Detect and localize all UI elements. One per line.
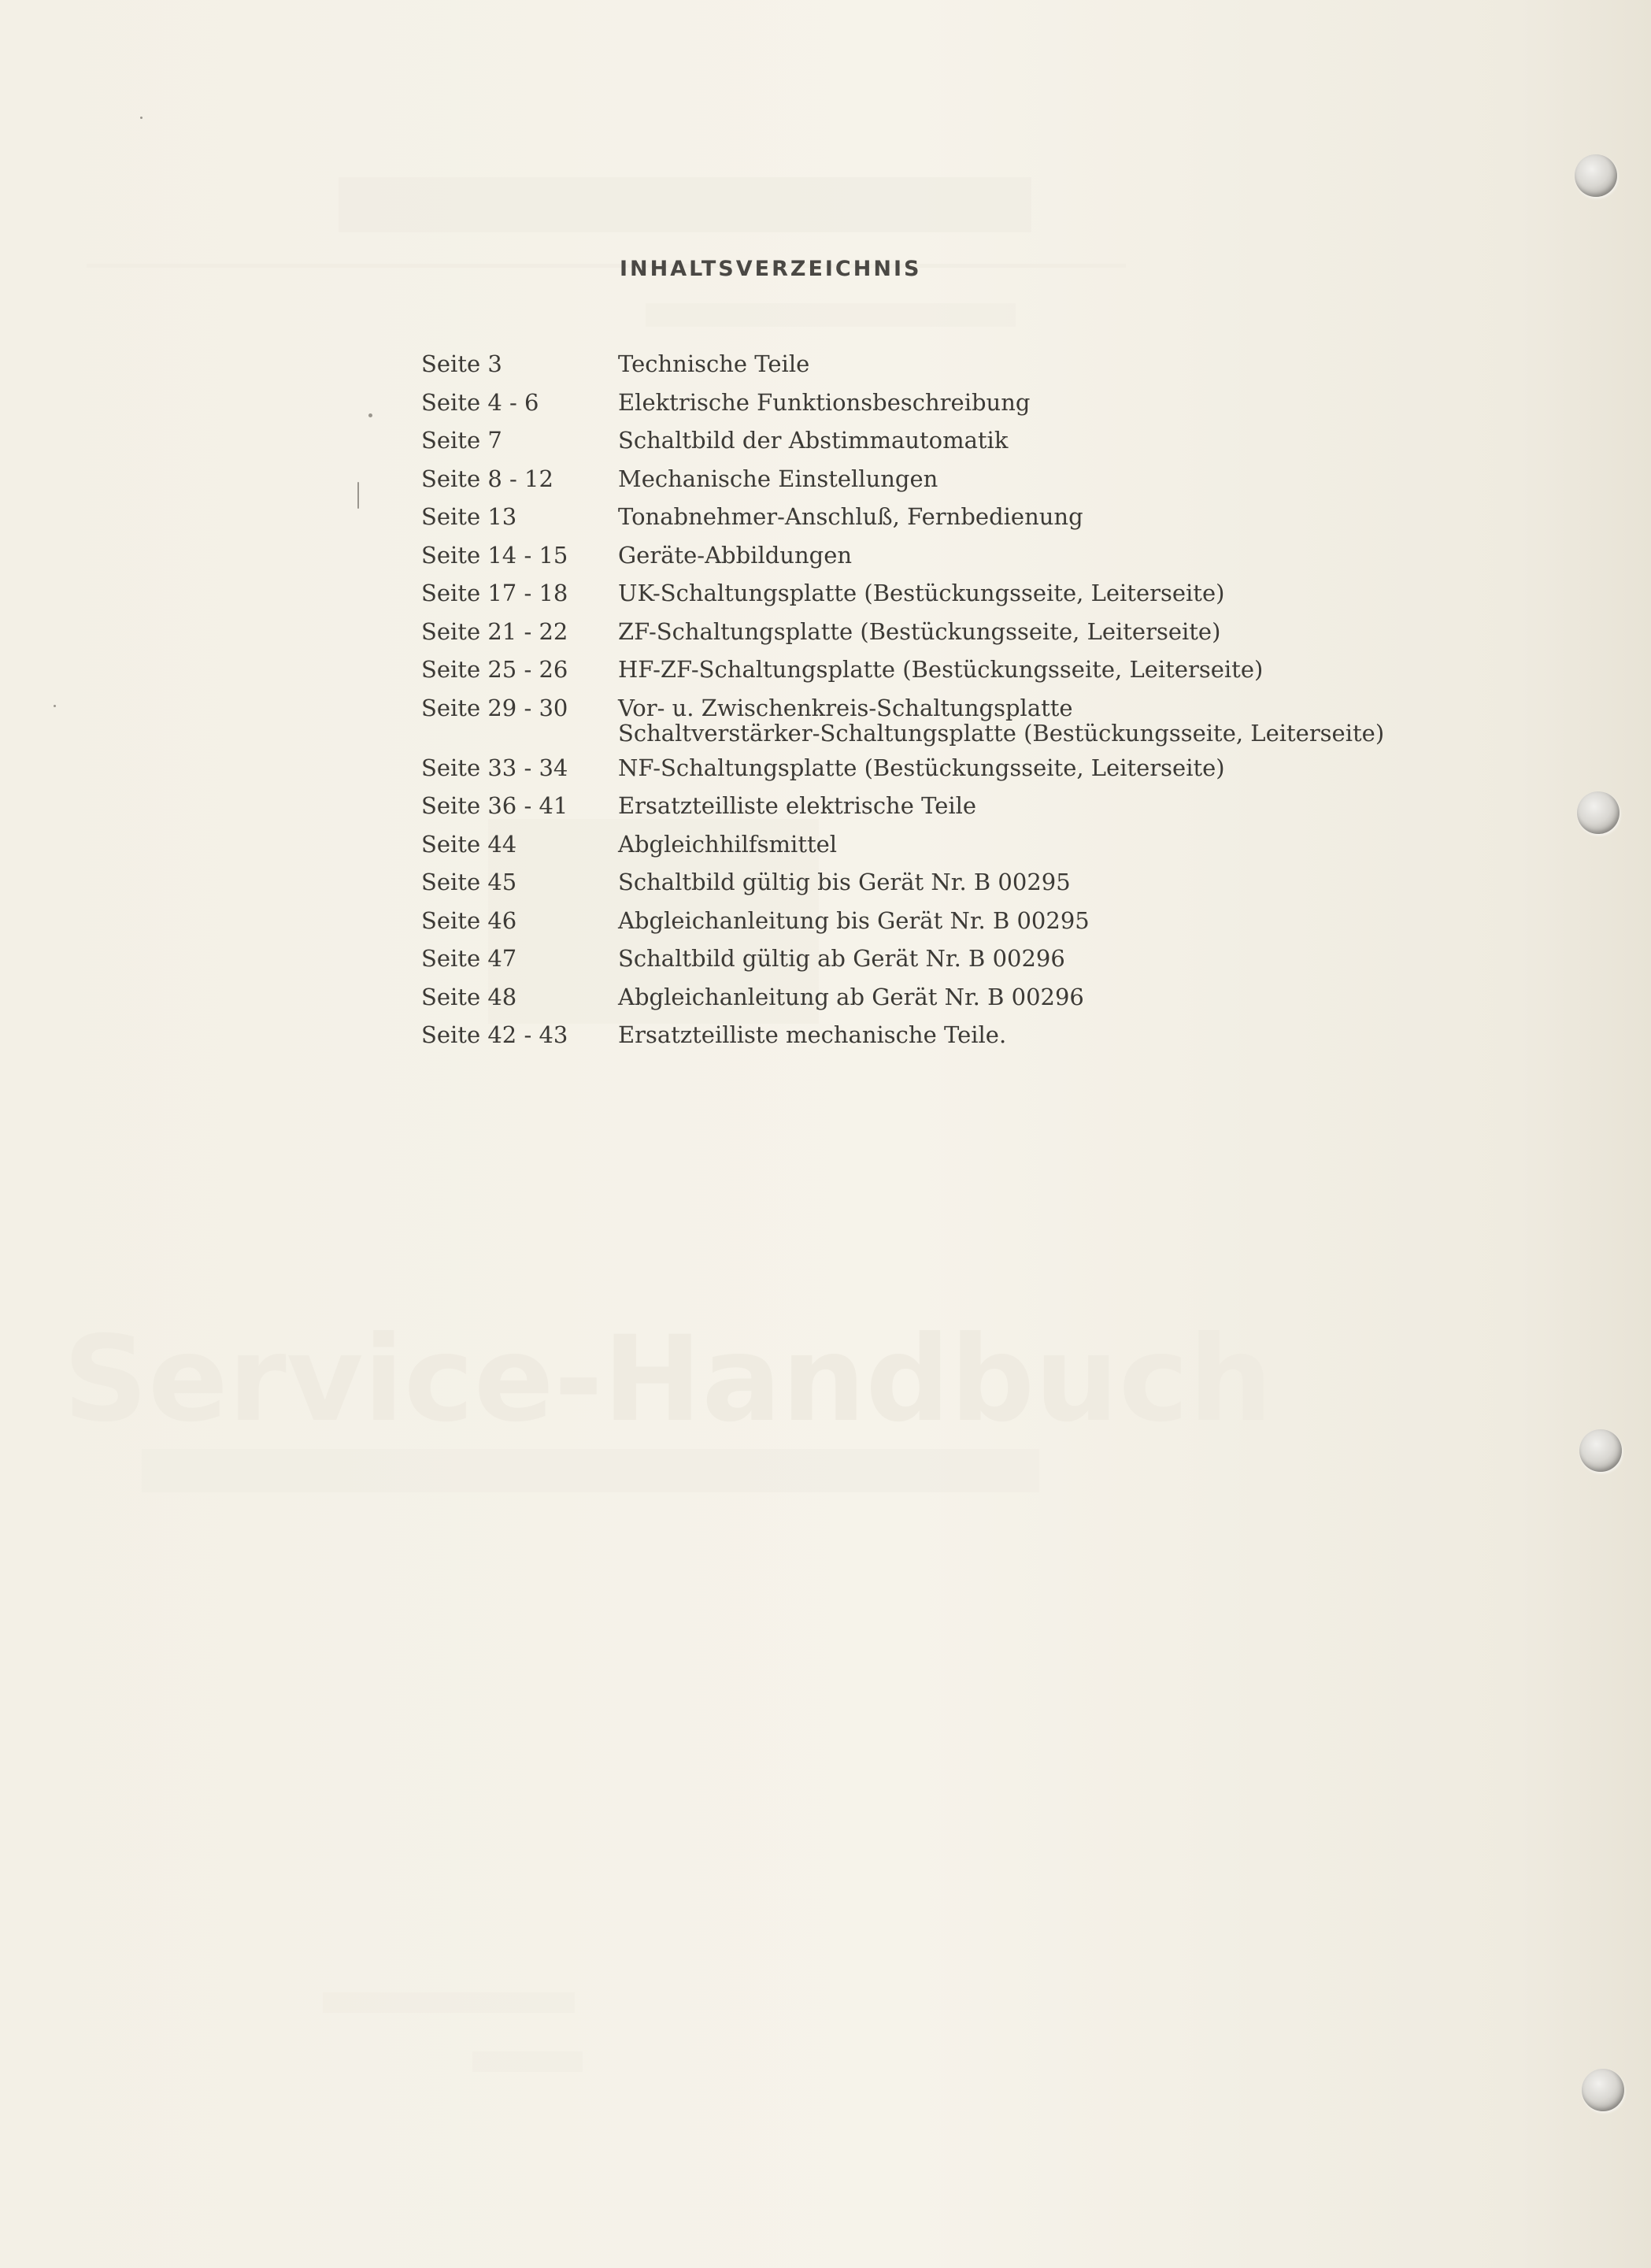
paper-speck xyxy=(140,117,143,119)
toc-page-range: Seite 45 xyxy=(421,869,517,895)
toc-entry xyxy=(421,655,1445,684)
toc-description xyxy=(618,830,837,858)
toc-description-line: Elektrische Funktionsbeschreibung xyxy=(618,388,1031,416)
paper-speck xyxy=(357,482,359,509)
toc-description xyxy=(618,694,1384,747)
toc-description xyxy=(618,541,852,569)
toc-description xyxy=(618,579,1224,607)
toc-entry xyxy=(421,906,1445,935)
toc-page-range: Seite 21 - 22 xyxy=(421,617,568,645)
toc-description xyxy=(618,906,1090,935)
toc-description xyxy=(618,655,1263,684)
show-through-sub-block xyxy=(646,303,1016,327)
binder-hole-3 xyxy=(1579,1429,1622,1472)
toc-entry xyxy=(421,617,1445,646)
paper-speck xyxy=(54,705,56,707)
toc-entry xyxy=(421,983,1445,1011)
binder-hole-1 xyxy=(1575,154,1617,197)
toc-entry xyxy=(421,579,1445,607)
toc-page-range: Seite 46 xyxy=(421,906,517,934)
toc-entry xyxy=(421,465,1445,493)
toc-page-range: Seite 48 xyxy=(421,983,517,1010)
toc-entry xyxy=(421,944,1445,973)
toc-page-range: Seite 47 xyxy=(421,945,517,972)
toc-entry xyxy=(421,754,1445,782)
toc-description xyxy=(618,388,1030,417)
toc-page-range: Seite 25 - 26 xyxy=(421,656,568,683)
toc-description-line: Ersatzteilliste elektrische Teile xyxy=(618,792,977,819)
page-title: INHALTSVERZEICHNIS xyxy=(620,257,922,281)
toc-entry xyxy=(421,502,1445,531)
toc-description-line: Abgleichanleitung bis Gerät Nr. B 00295 xyxy=(618,906,1090,934)
toc-page-range: Seite 14 - 15 xyxy=(421,541,568,569)
toc-description xyxy=(618,465,938,493)
toc-page-range: Seite 29 - 30 xyxy=(421,694,568,721)
toc-entry xyxy=(421,694,1445,747)
toc-description-line: NF-Schaltungsplatte (Bestückungsseite, Leiterseite) xyxy=(618,754,1225,781)
toc-description xyxy=(618,983,1084,1011)
toc-description-line: Vor- u. Zwischenkreis-Schaltungsplatte xyxy=(618,694,1073,721)
toc-description-line: Geräte-Abbildungen xyxy=(618,541,853,569)
toc-description-line: UK-Schaltungsplatte (Bestückungsseite, Leiterseite) xyxy=(618,580,1225,606)
binder-hole-2 xyxy=(1577,791,1620,834)
toc-page-range: Seite 36 - 41 xyxy=(421,792,568,819)
toc-entry xyxy=(421,791,1445,820)
toc-description-line: Abgleichhilfsmittel xyxy=(618,830,838,858)
toc-description-line: ZF-Schaltungsplatte (Bestückungsseite, Leiterseite) xyxy=(618,617,1221,645)
toc-entry xyxy=(421,1021,1445,1049)
toc-entry xyxy=(421,350,1445,378)
toc-description xyxy=(618,350,809,378)
toc-description xyxy=(618,1021,1006,1049)
toc-page-range: Seite 44 xyxy=(421,830,517,858)
toc-description xyxy=(618,502,1083,531)
show-through-heading: Service-Handbuch xyxy=(63,1311,1273,1448)
table-of-contents xyxy=(421,350,1445,1059)
toc-description-line: Schaltverstärker-Schaltungsplatte (Bestückungsseite, Leiterseite) xyxy=(618,719,1385,747)
toc-description-line: Tonabnehmer-Anschluß, Fernbedienung xyxy=(618,503,1083,530)
toc-description xyxy=(618,791,976,820)
toc-description xyxy=(618,754,1225,782)
toc-description xyxy=(618,868,1071,896)
toc-description xyxy=(618,944,1065,973)
toc-description-line: Technische Teile xyxy=(618,350,810,377)
toc-description-line: Schaltbild gültig bis Gerät Nr. B 00295 xyxy=(618,869,1071,895)
show-through-small-line-2 xyxy=(472,2051,583,2072)
toc-page-range: Seite 33 - 34 xyxy=(421,754,568,781)
toc-page-range: Seite 42 - 43 xyxy=(421,1021,568,1048)
show-through-logo-block xyxy=(339,177,1031,232)
toc-entry xyxy=(421,868,1445,896)
toc-description xyxy=(618,617,1220,646)
toc-description-line: Schaltbild gültig ab Gerät Nr. B 00296 xyxy=(618,945,1065,972)
toc-page-range: Seite 3 xyxy=(421,350,502,377)
toc-page-range: Seite 8 - 12 xyxy=(421,465,553,492)
toc-description xyxy=(618,426,1008,454)
toc-entry xyxy=(421,426,1445,454)
show-through-small-line-1 xyxy=(323,1992,575,2013)
toc-entry xyxy=(421,830,1445,858)
paper-speck xyxy=(368,413,372,417)
toc-page-range: Seite 13 xyxy=(421,503,517,530)
toc-entry xyxy=(421,388,1445,417)
binder-hole-4 xyxy=(1582,2069,1624,2111)
toc-entry xyxy=(421,541,1445,569)
toc-description-line: HF-ZF-Schaltungsplatte (Bestückungsseite, Leiterseite) xyxy=(618,656,1264,683)
show-through-rule xyxy=(87,264,1126,268)
toc-description-line: Schaltbild der Abstimmautomatik xyxy=(618,427,1009,454)
toc-page-range: Seite 17 - 18 xyxy=(421,580,568,606)
toc-page-range: Seite 4 - 6 xyxy=(421,388,539,416)
toc-description-line: Mechanische Einstellungen xyxy=(618,465,938,492)
toc-description-line: Abgleichanleitung ab Gerät Nr. B 00296 xyxy=(618,983,1084,1010)
show-through-subheading xyxy=(142,1449,1039,1492)
toc-description-line: Ersatzteilliste mechanische Teile. xyxy=(618,1021,1007,1048)
toc-page-range: Seite 7 xyxy=(421,427,502,454)
